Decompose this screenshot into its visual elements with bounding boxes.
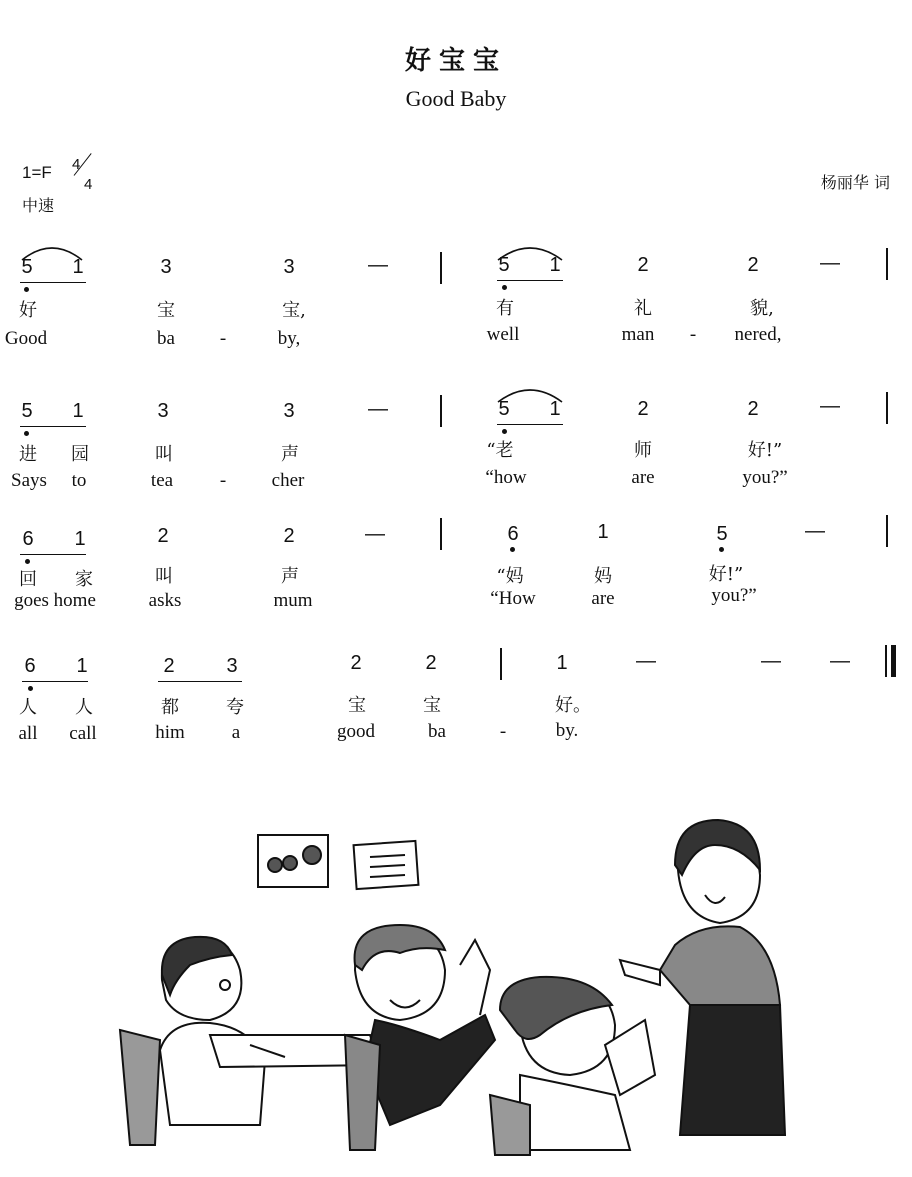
lyric-cn: 宝 [348, 695, 366, 716]
lyric-cn: “妈 [496, 566, 524, 587]
final-barline-thin [885, 645, 887, 677]
lyric-cn: 好!” [708, 564, 744, 585]
lyric-en: ba [157, 328, 175, 349]
lyricist-credit: 杨丽华 词 [820, 173, 890, 192]
note: 2 [350, 652, 362, 674]
tempo-marking: 中速 [22, 196, 55, 215]
note: 1 [597, 521, 609, 543]
lyric-en: all [18, 723, 38, 744]
note: 1 [74, 528, 86, 550]
note: 2 [637, 254, 649, 276]
lyric-en: a [231, 722, 241, 743]
lyric-cn: 宝 [157, 300, 175, 321]
lyric-en: by, [277, 328, 301, 349]
lyric-en: goes home [14, 590, 96, 611]
low-octave-dot [24, 287, 29, 292]
hold-dash: — [368, 254, 388, 276]
lyric-en: well [486, 324, 520, 345]
note: 3 [160, 256, 172, 278]
lyric-cn: 有 [496, 298, 514, 319]
note: 2 [163, 655, 175, 677]
barline [886, 392, 888, 424]
lyric-en: cher [271, 470, 305, 491]
low-octave-dot [510, 547, 515, 552]
time-signature [70, 156, 100, 196]
note: 5 [21, 400, 33, 422]
tie-arcs-line-1 [0, 238, 912, 262]
hold-dash: — [820, 252, 840, 274]
lyric-en: “how [485, 467, 527, 488]
girl-reading [490, 977, 655, 1155]
low-octave-dot [719, 547, 724, 552]
beam [22, 681, 88, 682]
beam [20, 282, 86, 283]
note: 2 [747, 398, 759, 420]
note: 3 [157, 400, 169, 422]
lyric-cn: 家 [75, 569, 93, 590]
note: 1 [549, 398, 561, 420]
lyric-cn: “老 [486, 440, 514, 461]
note: 2 [747, 254, 759, 276]
lyric-en: asks [148, 590, 182, 611]
lyric-cn: 园 [71, 444, 89, 465]
lyric-en: you?” [711, 585, 757, 606]
note: 2 [157, 525, 169, 547]
note: 2 [425, 652, 437, 674]
lyric-cn: 貌, [750, 298, 774, 319]
hold-dash: — [636, 650, 656, 672]
lyric-en: “How [490, 588, 536, 609]
note: 5 [498, 398, 510, 420]
lyric-cn: 宝, [282, 300, 306, 321]
hold-dash: — [365, 523, 385, 545]
note: 1 [549, 254, 561, 276]
note: 1 [556, 652, 568, 674]
key-signature: 1=F [22, 163, 52, 182]
note: 3 [283, 256, 295, 278]
low-octave-dot [24, 431, 29, 436]
lyric-cn: 叫 [155, 566, 173, 587]
lyric-cn: 好 [19, 300, 37, 321]
lyric-cn: 叫 [155, 444, 173, 465]
lyric-cn: 好!” [747, 440, 783, 461]
barline [440, 518, 442, 550]
lyric-en: - [499, 721, 507, 742]
barline [886, 248, 888, 280]
low-octave-dot [502, 285, 507, 290]
lyric-en: you?” [742, 467, 788, 488]
beam [20, 554, 86, 555]
lyric-en: are [591, 588, 615, 609]
lyric-cn: 声 [281, 444, 299, 465]
barline [440, 395, 442, 427]
note: 5 [716, 523, 728, 545]
barline [500, 648, 502, 680]
note: 3 [226, 655, 238, 677]
lyric-en: Says [11, 470, 47, 491]
time-denominator: 4 [84, 176, 93, 193]
note: 2 [283, 525, 295, 547]
lyric-en: good [337, 721, 375, 742]
lyric-en: nered, [734, 324, 782, 345]
lyric-en: to [71, 470, 87, 491]
classroom-illustration [100, 805, 800, 1160]
lyric-cn: 妈 [594, 566, 612, 587]
hold-dash: — [830, 650, 850, 672]
lyric-en: - [689, 324, 697, 345]
lyric-en: ba [428, 721, 446, 742]
lyric-cn: 人 [75, 697, 93, 718]
lyric-en: tea [150, 470, 174, 491]
low-octave-dot [502, 429, 507, 434]
flower-icon [268, 846, 321, 872]
lyric-en: mum [273, 590, 313, 611]
note: 1 [72, 400, 84, 422]
lyric-en: are [631, 467, 655, 488]
lyric-en: - [219, 470, 227, 491]
lyric-en: man [621, 324, 655, 345]
low-octave-dot [28, 686, 33, 691]
lyric-en: him [155, 722, 185, 743]
lyric-cn: 声 [281, 566, 299, 587]
song-subtitle: Good Baby [405, 86, 507, 111]
note: 2 [637, 398, 649, 420]
hold-dash: — [805, 520, 825, 542]
lyric-en: Good [4, 328, 48, 349]
lyric-cn: 都 [161, 697, 179, 718]
beam [158, 681, 242, 682]
tie-arcs-line-2 [0, 380, 912, 404]
lyric-cn: 进 [19, 444, 37, 465]
lyric-en: call [69, 723, 97, 744]
hold-dash: — [820, 395, 840, 417]
note: 5 [21, 256, 33, 278]
wall-chart [354, 841, 419, 889]
beam [497, 424, 563, 425]
note: 3 [283, 400, 295, 422]
lyric-cn: 宝 [423, 695, 441, 716]
note: 1 [72, 256, 84, 278]
song-title: 好宝宝 [404, 46, 507, 76]
note: 5 [498, 254, 510, 276]
note: 1 [76, 655, 88, 677]
lyric-cn: 回 [19, 569, 37, 590]
lyric-en: by. [555, 720, 579, 741]
note: 6 [22, 528, 34, 550]
time-numerator: 4 [72, 156, 81, 173]
beam [497, 280, 563, 281]
hold-dash: — [761, 650, 781, 672]
lyric-cn: 礼 [634, 298, 652, 319]
barline [440, 252, 442, 284]
teacher [620, 820, 785, 1135]
note: 6 [507, 523, 519, 545]
barline [886, 515, 888, 547]
beam [20, 426, 86, 427]
final-barline-thick [891, 645, 896, 677]
hold-dash: — [368, 398, 388, 420]
lyric-en: - [219, 328, 227, 349]
lyric-cn: 人 [19, 697, 37, 718]
lyric-cn: 师 [634, 440, 652, 461]
low-octave-dot [25, 559, 30, 564]
note: 6 [24, 655, 36, 677]
lyric-cn: 夸 [226, 697, 244, 718]
lyric-cn: 好。 [555, 695, 591, 716]
